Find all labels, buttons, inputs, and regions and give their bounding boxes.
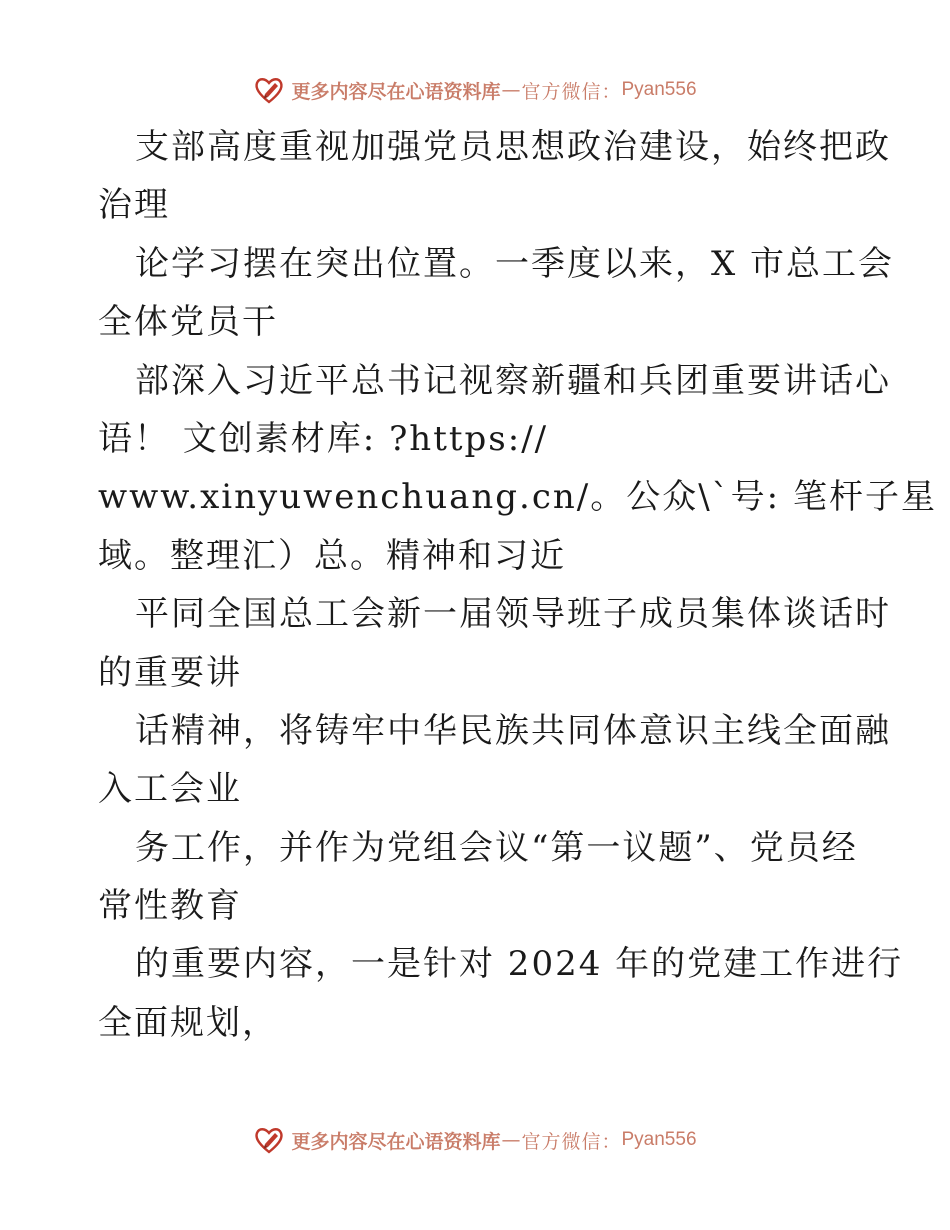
banner-wechat-id: Pyan556 [621,79,697,100]
body-text-line: www.xinyuwenchuang.cn/。公众\`号: 笔杆子星 [98,477,937,518]
body-text-line: 的重要内容，一是针对 2024 年的党建工作进行 [135,944,904,985]
banner-dash: — [501,1129,521,1151]
body-text-line: 部深入习近平总书记视察新疆和兵团重要讲话心 [135,360,891,401]
banner-official-label: 官方微信： [521,80,622,103]
banner-dash: — [501,79,521,101]
body-text-line: 话精神，将铸牢中华民族共同体意识主线全面融 [135,710,891,751]
heart-pen-logo-icon [253,1124,285,1156]
body-text-line: 域。整理汇）总。精神和习近 [98,535,566,576]
body-text-line: 的重要讲 [98,652,242,693]
body-text-line: 论学习摆在突出位置。一季度以来，X 市总工会 [135,243,895,284]
body-text-line: 语！ 文创素材库: ?https:// [98,418,549,459]
body-text-line: 入工会业 [98,769,242,810]
banner-wechat-id: Pyan556 [621,1129,697,1150]
banner-brand-text: 更多内容尽在心语资料库 [291,80,501,103]
banner-official-label: 官方微信： [521,1130,622,1153]
header-banner [0,70,950,110]
body-text-line: 常性教育 [98,886,242,927]
body-text-line: 治理 [98,185,170,226]
body-text-line: 全面规划， [98,1002,278,1043]
body-text-line: 务工作，并作为党组会议“第一议题”、党员经 [135,827,858,868]
banner-brand-text: 更多内容尽在心语资料库 [291,1130,501,1153]
body-text-line: 平同全国总工会新一届领导班子成员集体谈话时 [135,594,891,635]
footer-banner [0,1120,950,1160]
body-text-line: 支部高度重视加强党员思想政治建设，始终把政 [135,127,891,167]
document-body [98,118,937,1052]
heart-pen-logo-icon [253,74,285,106]
body-text-line: 全体党员干 [98,302,278,343]
